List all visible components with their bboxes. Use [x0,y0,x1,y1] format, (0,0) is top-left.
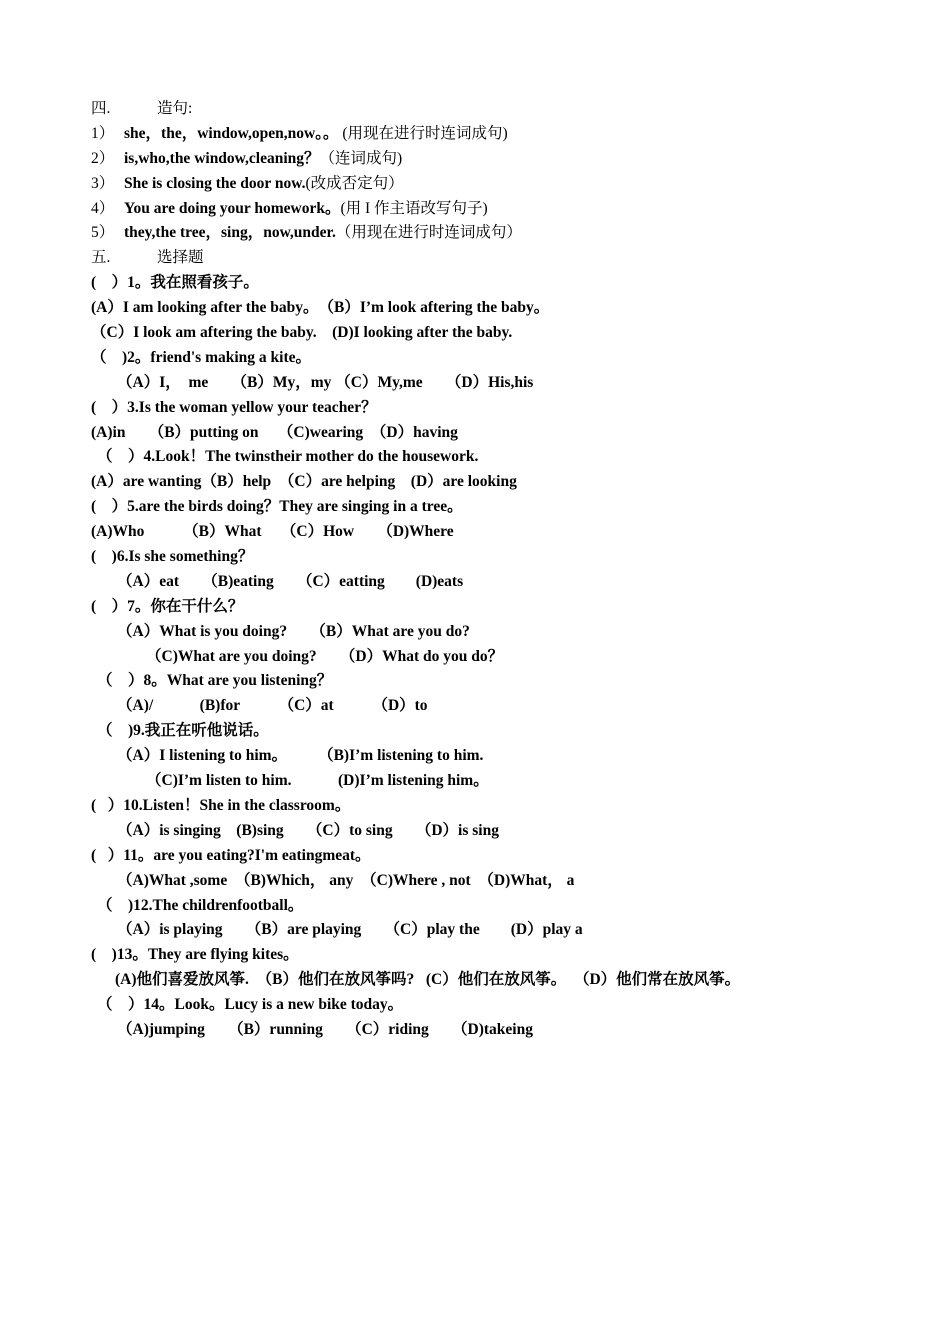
question-4-options: (A）are wanting（B）help （C）are helping (D）are looking [91,473,517,491]
question-10-options: （A）is singing (B)sing （C）to sing （D）is sing [117,821,499,839]
section-4-heading [91,97,911,122]
question-9-options-cd: （C)I’m listen to him. (D)I’m listening him。 [146,772,489,790]
question-2: （ )2。friend's making a kite。 [91,348,312,366]
section-5-title: 选择题 [157,249,204,267]
question-13: ( )13。They are flying kites。 [91,946,299,964]
question-10: ( ）10.Listen！She in the classroom。 [91,796,351,814]
question-7: ( ）7。你在干什么？ [91,597,244,615]
question-8-options: （A)/ (B)for （C）at （D）to [117,697,428,715]
section-4-title: 造句: [157,100,193,117]
question-4: （ ）4.Look！The twinstheir mother do the housework. [97,448,479,466]
question-8: （ ）8。What are you listening？ [97,672,333,690]
question-3: ( ）3.Is the woman yellow your teacher？ [91,398,377,416]
question-1-options-ab: (A）I am looking after the baby。 （B）I’m look aftering the baby。 [91,299,550,317]
section-4-item-5: 5） they,the tree，sing，now,under.（用现在进行时连词成句） [91,224,522,242]
question-1-options-cd: （C）I look am aftering the baby. (D)I looking after the baby. [91,324,513,342]
question-11: ( ）11。are you eating?I'm eatingmeat。 [91,846,371,864]
question-5: ( ）5.are the birds doing？They are singing in a tree。 [91,498,463,516]
question-7-options-cd: （C)What are you doing? （D）What do you do？ [146,647,504,665]
question-6-options: （A）eat （B)eating （C）eatting (D)eats [117,572,464,590]
document-page [91,97,911,1043]
question-14: （ ）14。Look。Lucy is a new bike today。 [97,996,404,1014]
question-12: （ )12.The childrenfootball。 [97,896,304,914]
section-4-item-2: 2） is,who,the window,cleaning？（连词成句) [91,149,403,167]
question-9-options-ab: （A）I listening to him。 （B)I’m listening to him. [117,747,484,765]
section-4-number: 四. [91,100,111,117]
section-4-item-4: 4） You are doing your homework。(用 I 作主语改写句子) [91,199,488,217]
question-6: ( )6.Is she something？ [91,548,254,566]
question-3-options: (A)in （B）putting on （C)wearing （D）having [91,423,458,441]
question-12-options: （A）is playing （B）are playing （C）play the (D）play a [117,921,583,939]
section-5-number: 五. [91,249,111,267]
question-7-options-ab: （A）What is you doing? （B）What are you do? [117,622,470,640]
question-1: ( ）1。我在照看孩子。 [91,274,259,292]
question-5-options: (A)Who （B）What （C）How （D)Where [91,523,454,541]
question-13-options: (A)他们喜爱放风筝. （B）他们在放风筝吗? (C）他们在放风筝。 （D）他们常在放风筝。 [115,971,741,989]
section-4-item-1: 1） she，the，window,open,now。。 (用现在进行时连词成句) [91,124,508,142]
question-2-options: （A）I， me （B）My，my （C）My,me （D）His,his [117,373,534,391]
question-14-options: （A)jumping （B）running （C）riding （D)takeing [117,1020,533,1038]
question-11-options: （A)What ,some （B)Which， any （C)Where , not （D)What， a [117,871,575,889]
section-5-heading [91,246,911,271]
question-9: （ )9.我正在听他说话。 [97,722,269,740]
section-4-item-3: 3） She is closing the door now.(改成否定句） [91,174,404,192]
